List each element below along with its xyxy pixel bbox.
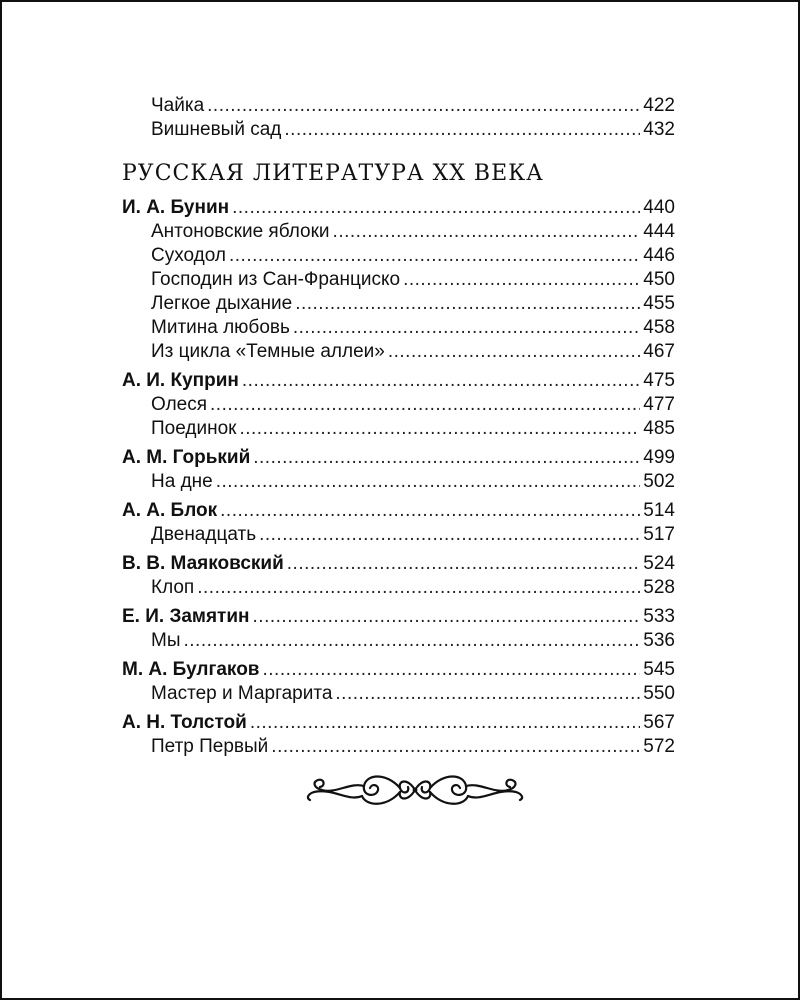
author-entry — [122, 196, 675, 220]
work-entry-title: Поединок — [151, 418, 237, 439]
author-entry-title: В. В. Маяковский — [122, 553, 284, 574]
dot-leader — [262, 658, 640, 682]
work-entry-page-number: 455 — [643, 293, 675, 314]
intro-items — [122, 94, 675, 142]
work-entry-title: На дне — [151, 471, 213, 492]
work-entry — [122, 316, 675, 340]
author-block — [122, 196, 675, 364]
dot-leader — [250, 711, 640, 735]
work-entry-title: Мы — [151, 630, 181, 651]
work-entry-title: Олеся — [151, 394, 208, 415]
author-list — [122, 196, 675, 759]
dot-leader — [253, 605, 641, 629]
dot-leader — [295, 292, 640, 316]
author-entry-title: А. Н. Толстой — [122, 712, 247, 733]
work-entry — [122, 340, 675, 364]
work-entry — [122, 735, 675, 759]
dot-leader — [335, 682, 640, 706]
work-entry-page-number: 536 — [643, 630, 675, 651]
toc-entry-page-number: 432 — [643, 119, 675, 140]
section-title: РУССКАЯ ЛИТЕРАТУРА XX ВЕКА — [122, 161, 544, 186]
author-entry — [122, 446, 675, 470]
author-entry-title: А. А. Блок — [122, 500, 218, 521]
dot-leader — [239, 417, 640, 441]
work-entry-page-number: 528 — [643, 577, 675, 598]
dot-leader — [183, 629, 640, 653]
work-entry — [122, 629, 675, 653]
work-entry — [122, 470, 675, 494]
author-entry — [122, 369, 675, 393]
dot-leader — [253, 446, 640, 470]
work-entry-title: Двенадцать — [151, 524, 257, 545]
author-entry — [122, 499, 675, 523]
work-entry — [122, 523, 675, 547]
dot-leader — [293, 316, 640, 340]
work-entry-page-number: 517 — [643, 524, 675, 545]
author-entry-page-number: 475 — [643, 370, 675, 391]
toc-entry-title: Чайка — [151, 95, 205, 116]
author-entry-page-number: 567 — [643, 712, 675, 733]
dot-leader — [287, 552, 641, 576]
work-entry — [122, 682, 675, 706]
work-entry — [122, 244, 675, 268]
work-entry-page-number: 502 — [643, 471, 675, 492]
flourish-divider-icon — [300, 768, 530, 812]
toc-entry — [122, 94, 675, 118]
work-entry-title: Легкое дыхание — [151, 293, 293, 314]
author-entry-title: И. А. Бунин — [122, 197, 230, 218]
work-entry-page-number: 572 — [643, 736, 675, 757]
author-entry-page-number: 440 — [643, 197, 675, 218]
work-entry-title: Петр Первый — [151, 736, 269, 757]
author-entry-page-number: 514 — [643, 500, 675, 521]
work-entry-title: Суходол — [151, 245, 226, 266]
work-entry — [122, 417, 675, 441]
toc-entry-page-number: 422 — [643, 95, 675, 116]
work-entry-title: Антоновские яблоки — [151, 221, 330, 242]
author-entry-page-number: 533 — [643, 606, 675, 627]
author-entry — [122, 605, 675, 629]
author-entry-page-number: 499 — [643, 447, 675, 468]
dot-leader — [242, 369, 640, 393]
dot-leader — [333, 220, 641, 244]
table-of-contents — [122, 94, 675, 759]
dot-leader — [207, 94, 640, 118]
dot-leader — [220, 499, 640, 523]
dot-leader — [388, 340, 640, 364]
author-entry-title: М. А. Булгаков — [122, 659, 260, 680]
work-entry-title: Клоп — [151, 577, 195, 598]
author-entry-page-number: 545 — [643, 659, 675, 680]
dot-leader — [197, 576, 640, 600]
work-entry-page-number: 446 — [643, 245, 675, 266]
work-entry — [122, 220, 675, 244]
dot-leader — [284, 118, 640, 142]
dot-leader — [229, 244, 640, 268]
work-entry-page-number: 458 — [643, 317, 675, 338]
dot-leader — [271, 735, 640, 759]
work-entry-title: Мастер и Маргарита — [151, 683, 333, 704]
dot-leader — [232, 196, 640, 220]
author-block — [122, 605, 675, 653]
author-entry — [122, 711, 675, 735]
work-entry-page-number: 450 — [643, 269, 675, 290]
author-entry-page-number: 524 — [643, 553, 675, 574]
author-entry-title: А. М. Горький — [122, 447, 251, 468]
author-entry — [122, 552, 675, 576]
author-entry — [122, 658, 675, 682]
author-entry-title: А. И. Куприн — [122, 370, 239, 391]
author-entry-title: Е. И. Замятин — [122, 606, 250, 627]
toc-entry-title: Вишневый сад — [151, 119, 282, 140]
work-entry-title: Из цикла «Темные аллеи» — [151, 341, 385, 362]
dot-leader — [259, 523, 640, 547]
work-entry — [122, 393, 675, 417]
work-entry — [122, 576, 675, 600]
work-entry — [122, 268, 675, 292]
work-entry-page-number: 485 — [643, 418, 675, 439]
work-entry-page-number: 477 — [643, 394, 675, 415]
work-entry-page-number: 467 — [643, 341, 675, 362]
work-entry-page-number: 550 — [643, 683, 675, 704]
dot-leader — [210, 393, 640, 417]
dot-leader — [216, 470, 641, 494]
work-entry — [122, 292, 675, 316]
author-block — [122, 552, 675, 600]
author-block — [122, 711, 675, 759]
author-block — [122, 446, 675, 494]
dot-leader — [403, 268, 640, 292]
author-block — [122, 658, 675, 706]
work-entry-page-number: 444 — [643, 221, 675, 242]
work-entry-title: Митина любовь — [151, 317, 290, 338]
toc-entry — [122, 118, 675, 142]
author-block — [122, 369, 675, 441]
author-block — [122, 499, 675, 547]
work-entry-title: Господин из Сан-Франциско — [151, 269, 401, 290]
